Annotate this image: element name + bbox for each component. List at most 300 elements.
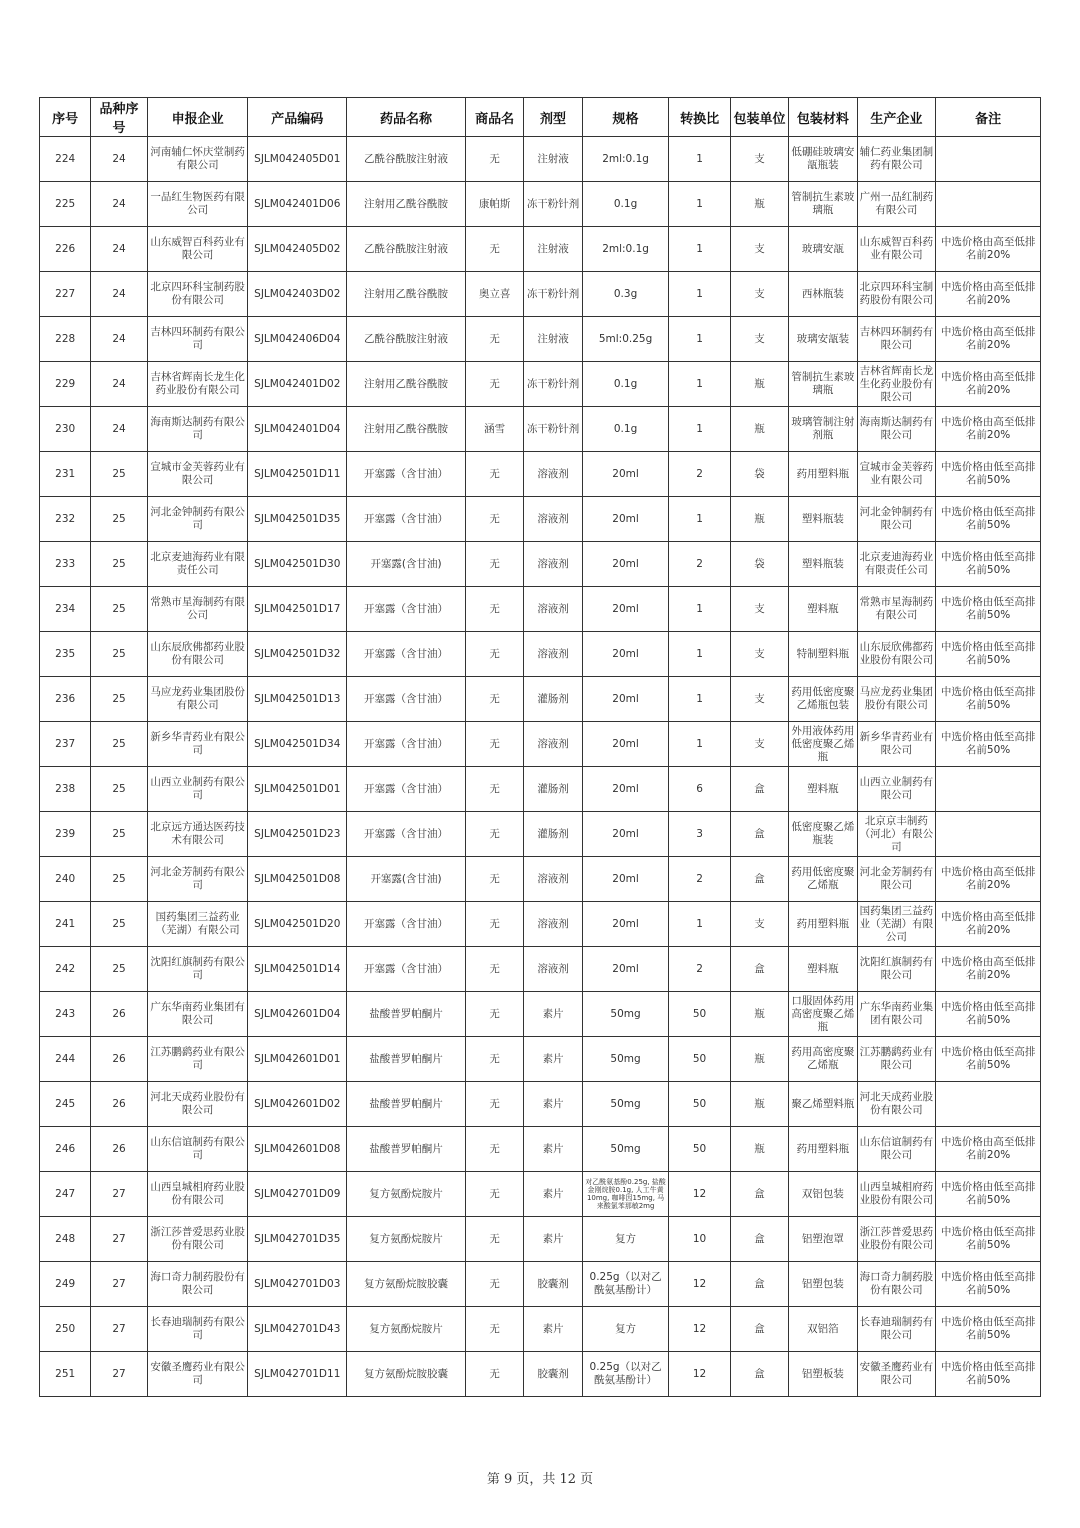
drug-name-cell: 开塞露（含甘油）	[347, 812, 466, 857]
spec-cell: 20ml	[582, 857, 669, 902]
table-row	[40, 1082, 1041, 1127]
table-row	[40, 767, 1041, 812]
remarks-cell: 中选价格由低至高排名前50%	[936, 1037, 1041, 1082]
drug-name-cell: 盐酸普罗帕酮片	[347, 992, 466, 1037]
spec-cell: 复方	[582, 1307, 669, 1352]
trade-name-cell: 无	[465, 632, 523, 677]
spec-cell: 50mg	[582, 992, 669, 1037]
pack-unit-cell: 瓶	[730, 182, 788, 227]
conversion-cell: 12	[669, 1307, 730, 1352]
spec-cell: 20ml	[582, 452, 669, 497]
manufacturer-cell: 北京四环科宝制药股份有限公司	[857, 272, 936, 317]
applicant-cell: 山东信谊制药有限公司	[147, 1127, 248, 1172]
dosage-form-cell: 溶液剂	[524, 857, 582, 902]
remarks-cell	[936, 767, 1041, 812]
pack-unit-cell: 袋	[730, 542, 788, 587]
pack-unit-cell: 支	[730, 317, 788, 362]
table-row	[40, 632, 1041, 677]
product-code-cell: SJLM042501D11	[248, 452, 347, 497]
pack-unit-cell: 支	[730, 677, 788, 722]
remarks-cell: 中选价格由低至高排名前50%	[936, 722, 1041, 767]
product-code-cell: SJLM042405D01	[248, 137, 347, 182]
applicant-cell: 山西皇城相府药业股份有限公司	[147, 1172, 248, 1217]
product-code-cell: SJLM042501D35	[248, 497, 347, 542]
variety-seq-cell: 24	[91, 317, 147, 362]
pack-unit-header: 包装单位	[730, 98, 788, 137]
drug-name-cell: 开塞露(含甘油)	[347, 857, 466, 902]
product-code-cell: SJLM042701D11	[248, 1352, 347, 1397]
pack-unit-cell: 袋	[730, 452, 788, 497]
spec-cell: 20ml	[582, 722, 669, 767]
trade-name-cell: 无	[465, 767, 523, 812]
applicant-cell: 河南辅仁怀庆堂制药有限公司	[147, 137, 248, 182]
spec-cell: 5ml:0.25g	[582, 317, 669, 362]
pack-material-cell: 西林瓶装	[789, 272, 857, 317]
trade-name-cell: 无	[465, 722, 523, 767]
page-number: 第 9 页，共 12 页	[486, 1472, 594, 1487]
product-code-cell: SJLM042701D35	[248, 1217, 347, 1262]
seq-cell: 237	[40, 722, 91, 767]
product-code-cell: SJLM042501D08	[248, 857, 347, 902]
conversion-cell: 1	[669, 182, 730, 227]
conversion-cell: 1	[669, 497, 730, 542]
product-code-cell: SJLM042501D34	[248, 722, 347, 767]
applicant-cell: 浙江莎普爱思药业股份有限公司	[147, 1217, 248, 1262]
pack-material-cell: 铝塑板装	[789, 1352, 857, 1397]
variety-seq-cell: 25	[91, 722, 147, 767]
applicant-cell: 宣城市金芙蓉药业有限公司	[147, 452, 248, 497]
applicant-cell: 国药集团三益药业（芜湖）有限公司	[147, 902, 248, 947]
product-code-cell: SJLM042601D08	[248, 1127, 347, 1172]
dosage-form-cell: 胶囊剂	[524, 1262, 582, 1307]
trade-name-cell: 无	[465, 992, 523, 1037]
trade-name-cell: 无	[465, 542, 523, 587]
product-code-cell: SJLM042701D09	[248, 1172, 347, 1217]
table-row	[40, 272, 1041, 317]
dosage-form-cell: 灌肠剂	[524, 812, 582, 857]
remarks-cell: 中选价格由低至高排名前50%	[936, 1172, 1041, 1217]
applicant-cell: 一品红生物医药有限公司	[147, 182, 248, 227]
seq-cell: 240	[40, 857, 91, 902]
spec-cell: 20ml	[582, 812, 669, 857]
applicant-cell: 山西立业制药有限公司	[147, 767, 248, 812]
table-row	[40, 407, 1041, 452]
pack-material-cell: 特制塑料瓶	[789, 632, 857, 677]
drug-name-cell: 注射用乙酰谷酰胺	[347, 182, 466, 227]
table-row	[40, 1217, 1041, 1262]
pack-material-cell: 玻璃管制注射剂瓶	[789, 407, 857, 452]
remarks-cell: 中选价格由高至低排名前20%	[936, 902, 1041, 947]
variety-seq-cell: 25	[91, 452, 147, 497]
variety-seq-cell: 27	[91, 1352, 147, 1397]
variety-seq-cell: 24	[91, 182, 147, 227]
table-row	[40, 1307, 1041, 1352]
dosage-form-cell: 素片	[524, 992, 582, 1037]
product-code-cell: SJLM042401D06	[248, 182, 347, 227]
table-row	[40, 1352, 1041, 1397]
remarks-cell: 中选价格由高至低排名前20%	[936, 272, 1041, 317]
manufacturer-cell: 马应龙药业集团股份有限公司	[857, 677, 936, 722]
applicant-cell: 吉林省辉南长龙生化药业股份有限公司	[147, 362, 248, 407]
product-code-cell: SJLM042501D32	[248, 632, 347, 677]
product-code-cell: SJLM042501D23	[248, 812, 347, 857]
applicant-cell: 河北金钟制药有限公司	[147, 497, 248, 542]
spec-cell: 0.25g（以对乙酰氨基酚计）	[582, 1352, 669, 1397]
product-code-cell: SJLM042406D04	[248, 317, 347, 362]
trade-name-cell: 无	[465, 857, 523, 902]
pack-material-cell: 外用液体药用低密度聚乙烯瓶	[789, 722, 857, 767]
trade-name-cell: 无	[465, 1307, 523, 1352]
table-row	[40, 542, 1041, 587]
dosage-form-cell: 注射液	[524, 317, 582, 362]
trade-name-cell: 无	[465, 317, 523, 362]
variety-seq-cell: 24	[91, 227, 147, 272]
conversion-cell: 1	[669, 722, 730, 767]
manufacturer-cell: 山东威智百科药业有限公司	[857, 227, 936, 272]
trade-name-cell: 无	[465, 587, 523, 632]
pack-material-cell: 药用塑料瓶	[789, 1127, 857, 1172]
manufacturer-cell: 长春迪瑞制药有限公司	[857, 1307, 936, 1352]
pack-material-cell: 塑料瓶	[789, 767, 857, 812]
remarks-cell	[936, 812, 1041, 857]
drug-name-cell: 开塞露（含甘油）	[347, 632, 466, 677]
conversion-cell: 50	[669, 1082, 730, 1127]
dosage-form-cell: 溶液剂	[524, 722, 582, 767]
manufacturer-cell: 吉林省辉南长龙生化药业股份有限公司	[857, 362, 936, 407]
applicant-cell: 海南斯达制药有限公司	[147, 407, 248, 452]
pack-material-cell: 聚乙烯塑料瓶	[789, 1082, 857, 1127]
trade-name-cell: 奥立喜	[465, 272, 523, 317]
pack-material-cell: 管制抗生素玻璃瓶	[789, 182, 857, 227]
conversion-cell: 1	[669, 317, 730, 362]
seq-cell: 239	[40, 812, 91, 857]
drug-name-header: 药品名称	[347, 98, 466, 137]
pack-unit-cell: 盒	[730, 1307, 788, 1352]
table-row	[40, 137, 1041, 182]
dosage-form-cell: 冻干粉针剂	[524, 182, 582, 227]
dosage-form-cell: 冻干粉针剂	[524, 407, 582, 452]
table-row	[40, 317, 1041, 362]
dosage-form-cell: 冻干粉针剂	[524, 272, 582, 317]
remarks-cell: 中选价格由低至高排名前50%	[936, 1262, 1041, 1307]
trade-name-cell: 无	[465, 227, 523, 272]
dosage-form-cell: 溶液剂	[524, 542, 582, 587]
seq-header: 序号	[40, 98, 91, 137]
seq-cell: 230	[40, 407, 91, 452]
remarks-cell: 中选价格由高至低排名前20%	[936, 407, 1041, 452]
variety-seq-cell: 26	[91, 1037, 147, 1082]
applicant-cell: 长春迪瑞制药有限公司	[147, 1307, 248, 1352]
applicant-cell: 马应龙药业集团股份有限公司	[147, 677, 248, 722]
pack-unit-cell: 瓶	[730, 992, 788, 1037]
drug-name-cell: 乙酰谷酰胺注射液	[347, 227, 466, 272]
applicant-cell: 吉林四环制药有限公司	[147, 317, 248, 362]
applicant-cell: 沈阳红旗制药有限公司	[147, 947, 248, 992]
remarks-cell: 中选价格由低至高排名前50%	[936, 497, 1041, 542]
dosage-form-cell: 胶囊剂	[524, 1352, 582, 1397]
dosage-form-cell: 注射液	[524, 137, 582, 182]
table-row	[40, 677, 1041, 722]
spec-cell: 复方	[582, 1217, 669, 1262]
pack-material-cell: 塑料瓶	[789, 947, 857, 992]
drug-name-cell: 盐酸普罗帕酮片	[347, 1127, 466, 1172]
spec-cell: 0.1g	[582, 182, 669, 227]
seq-cell: 227	[40, 272, 91, 317]
conversion-cell: 3	[669, 812, 730, 857]
spec-cell: 20ml	[582, 947, 669, 992]
product-code-cell: SJLM042403D02	[248, 272, 347, 317]
seq-cell: 224	[40, 137, 91, 182]
conversion-cell: 1	[669, 677, 730, 722]
product-code-cell: SJLM042601D01	[248, 1037, 347, 1082]
manufacturer-cell: 新乡华青药业有限公司	[857, 722, 936, 767]
drug-name-cell: 开塞露（含甘油）	[347, 677, 466, 722]
dosage-form-cell: 冻干粉针剂	[524, 362, 582, 407]
spec-cell: 0.3g	[582, 272, 669, 317]
dosage-form-cell: 素片	[524, 1307, 582, 1352]
trade-name-cell: 无	[465, 1037, 523, 1082]
manufacturer-cell: 常熟市星海制药有限公司	[857, 587, 936, 632]
variety-seq-cell: 25	[91, 587, 147, 632]
trade-name-cell: 无	[465, 902, 523, 947]
spec-cell: 20ml	[582, 587, 669, 632]
trade-name-cell: 无	[465, 1262, 523, 1307]
variety-seq-cell: 25	[91, 767, 147, 812]
table-row	[40, 857, 1041, 902]
variety-seq-cell: 27	[91, 1172, 147, 1217]
conversion-cell: 2	[669, 542, 730, 587]
dosage-form-cell: 溶液剂	[524, 497, 582, 542]
dosage-form-cell: 溶液剂	[524, 587, 582, 632]
spec-cell: 20ml	[582, 497, 669, 542]
spec-cell: 0.1g	[582, 362, 669, 407]
pack-material-cell: 塑料瓶装	[789, 497, 857, 542]
pack-material-cell: 药用低密度聚乙烯瓶包装	[789, 677, 857, 722]
variety-seq-cell: 27	[91, 1262, 147, 1307]
dosage-form-cell: 注射液	[524, 227, 582, 272]
pack-unit-cell: 盒	[730, 947, 788, 992]
dosage-form-cell: 素片	[524, 1037, 582, 1082]
manufacturer-cell: 沈阳红旗制药有限公司	[857, 947, 936, 992]
seq-cell: 226	[40, 227, 91, 272]
seq-cell: 225	[40, 182, 91, 227]
pack-unit-cell: 盒	[730, 857, 788, 902]
manufacturer-cell: 河北金芳制药有限公司	[857, 857, 936, 902]
dosage-form-header: 剂型	[524, 98, 582, 137]
pack-material-cell: 药用塑料瓶	[789, 902, 857, 947]
drug-name-cell: 注射用乙酰谷酰胺	[347, 407, 466, 452]
pack-material-cell: 药用塑料瓶	[789, 452, 857, 497]
manufacturer-cell: 浙江莎普爱思药业股份有限公司	[857, 1217, 936, 1262]
drug-name-cell: 开塞露(含甘油)	[347, 542, 466, 587]
product-code-cell: SJLM042601D04	[248, 992, 347, 1037]
conversion-cell: 2	[669, 947, 730, 992]
conversion-cell: 50	[669, 1037, 730, 1082]
dosage-form-cell: 溶液剂	[524, 632, 582, 677]
spec-cell: 50mg	[582, 1037, 669, 1082]
remarks-cell	[936, 1082, 1041, 1127]
applicant-cell: 江苏鹏鹞药业有限公司	[147, 1037, 248, 1082]
variety-seq-cell: 24	[91, 137, 147, 182]
table-row	[40, 1172, 1041, 1217]
product-code-cell: SJLM042501D20	[248, 902, 347, 947]
spec-cell: 2ml:0.1g	[582, 227, 669, 272]
manufacturer-cell: 国药集团三益药业（芜湖）有限公司	[857, 902, 936, 947]
variety-seq-header: 品种序号	[91, 98, 147, 137]
pack-unit-cell: 盒	[730, 812, 788, 857]
seq-cell: 243	[40, 992, 91, 1037]
pack-unit-cell: 盒	[730, 1217, 788, 1262]
trade-name-cell: 无	[465, 947, 523, 992]
product-code-cell: SJLM042701D03	[248, 1262, 347, 1307]
pack-unit-cell: 瓶	[730, 497, 788, 542]
drug-name-cell: 复方氨酚烷胺片	[347, 1217, 466, 1262]
seq-cell: 244	[40, 1037, 91, 1082]
product-code-cell: SJLM042405D02	[248, 227, 347, 272]
drug-name-cell: 开塞露（含甘油）	[347, 587, 466, 632]
table-row	[40, 362, 1041, 407]
table-row	[40, 722, 1041, 767]
seq-cell: 241	[40, 902, 91, 947]
product-code-cell: SJLM042501D14	[248, 947, 347, 992]
product-code-cell: SJLM042501D13	[248, 677, 347, 722]
manufacturer-cell: 山东辰欣佛都药业股份有限公司	[857, 632, 936, 677]
remarks-cell: 中选价格由高至低排名前20%	[936, 857, 1041, 902]
remarks-cell: 中选价格由低至高排名前50%	[936, 1352, 1041, 1397]
manufacturer-cell: 山西立业制药有限公司	[857, 767, 936, 812]
remarks-cell: 中选价格由低至高排名前50%	[936, 1217, 1041, 1262]
spec-cell: 20ml	[582, 902, 669, 947]
applicant-cell: 北京远方通达医药技术有限公司	[147, 812, 248, 857]
table-row	[40, 1262, 1041, 1307]
pack-unit-cell: 盒	[730, 767, 788, 812]
seq-cell: 247	[40, 1172, 91, 1217]
variety-seq-cell: 25	[91, 677, 147, 722]
variety-seq-cell: 24	[91, 407, 147, 452]
variety-seq-cell: 25	[91, 812, 147, 857]
pack-unit-cell: 支	[730, 587, 788, 632]
conversion-cell: 1	[669, 902, 730, 947]
spec-cell: 20ml	[582, 632, 669, 677]
product-code-cell: SJLM042601D02	[248, 1082, 347, 1127]
applicant-cell: 广东华南药业集团有限公司	[147, 992, 248, 1037]
pack-material-cell: 低硼硅玻璃安瓿瓶装	[789, 137, 857, 182]
remarks-cell: 中选价格由高至低排名前20%	[936, 317, 1041, 362]
seq-cell: 245	[40, 1082, 91, 1127]
remarks-cell: 中选价格由低至高排名前50%	[936, 677, 1041, 722]
pack-unit-cell: 支	[730, 902, 788, 947]
trade-name-cell: 无	[465, 1127, 523, 1172]
variety-seq-cell: 25	[91, 857, 147, 902]
applicant-cell: 安徽圣鹰药业有限公司	[147, 1352, 248, 1397]
conversion-cell: 1	[669, 227, 730, 272]
conversion-cell: 50	[669, 1127, 730, 1172]
pack-unit-cell: 瓶	[730, 407, 788, 452]
trade-name-cell: 无	[465, 497, 523, 542]
pack-material-cell: 药用低密度聚乙烯瓶	[789, 857, 857, 902]
table-row	[40, 812, 1041, 857]
seq-cell: 251	[40, 1352, 91, 1397]
pack-material-cell: 塑料瓶	[789, 587, 857, 632]
spec-cell: 20ml	[582, 542, 669, 587]
drug-list-table	[39, 97, 1041, 1397]
remarks-cell	[936, 182, 1041, 227]
trade-name-cell: 无	[465, 452, 523, 497]
drug-name-cell: 开塞露（含甘油）	[347, 452, 466, 497]
pack-unit-cell: 盒	[730, 1352, 788, 1397]
conversion-cell: 12	[669, 1172, 730, 1217]
remarks-header: 备注	[936, 98, 1041, 137]
spec-cell: 2ml:0.1g	[582, 137, 669, 182]
spec-cell: 20ml	[582, 767, 669, 812]
trade-name-cell: 无	[465, 812, 523, 857]
manufacturer-cell: 江苏鹏鹞药业有限公司	[857, 1037, 936, 1082]
variety-seq-cell: 26	[91, 1082, 147, 1127]
variety-seq-cell: 25	[91, 947, 147, 992]
manufacturer-cell: 海口奇力制药股份有限公司	[857, 1262, 936, 1307]
remarks-cell	[936, 137, 1041, 182]
drug-name-cell: 开塞露（含甘油）	[347, 722, 466, 767]
manufacturer-cell: 山西皇城相府药业股份有限公司	[857, 1172, 936, 1217]
conversion-cell: 50	[669, 992, 730, 1037]
pack-material-cell: 双铝包装	[789, 1172, 857, 1217]
trade-name-cell: 无	[465, 362, 523, 407]
product-code-cell: SJLM042701D43	[248, 1307, 347, 1352]
manufacturer-cell: 北京麦迪海药业有限责任公司	[857, 542, 936, 587]
variety-seq-cell: 27	[91, 1307, 147, 1352]
remarks-cell: 中选价格由低至高排名前50%	[936, 542, 1041, 587]
seq-cell: 234	[40, 587, 91, 632]
applicant-header: 申报企业	[147, 98, 248, 137]
drug-name-cell: 注射用乙酰谷酰胺	[347, 362, 466, 407]
product-code-cell: SJLM042501D30	[248, 542, 347, 587]
pack-material-header: 包装材料	[789, 98, 857, 137]
remarks-cell: 中选价格由高至低排名前20%	[936, 362, 1041, 407]
variety-seq-cell: 25	[91, 902, 147, 947]
remarks-cell: 中选价格由低至高排名前50%	[936, 992, 1041, 1037]
remarks-cell: 中选价格由低至高排名前50%	[936, 1307, 1041, 1352]
conversion-cell: 12	[669, 1262, 730, 1307]
pack-unit-cell: 瓶	[730, 1127, 788, 1172]
applicant-cell: 常熟市星海制药有限公司	[147, 587, 248, 632]
conversion-cell: 6	[669, 767, 730, 812]
table-body	[40, 137, 1041, 1397]
conversion-cell: 1	[669, 632, 730, 677]
pack-material-cell: 铝塑包装	[789, 1262, 857, 1307]
conversion-cell: 1	[669, 272, 730, 317]
product-code-cell: SJLM042501D17	[248, 587, 347, 632]
spec-cell: 50mg	[582, 1127, 669, 1172]
trade-name-cell: 无	[465, 137, 523, 182]
product-code-cell: SJLM042401D04	[248, 407, 347, 452]
table-row	[40, 992, 1041, 1037]
applicant-cell: 新乡华青药业有限公司	[147, 722, 248, 767]
applicant-cell: 北京四环科宝制药股份有限公司	[147, 272, 248, 317]
trade-name-cell: 无	[465, 1172, 523, 1217]
conversion-cell: 1	[669, 407, 730, 452]
pack-unit-cell: 支	[730, 632, 788, 677]
spec-cell: 50mg	[582, 1082, 669, 1127]
manufacturer-cell: 山东信谊制药有限公司	[857, 1127, 936, 1172]
conversion-cell: 2	[669, 857, 730, 902]
table-header-row	[40, 98, 1041, 137]
manufacturer-cell: 宣城市金芙蓉药业有限公司	[857, 452, 936, 497]
remarks-cell: 中选价格由高至低排名前20%	[936, 227, 1041, 272]
conversion-cell: 1	[669, 362, 730, 407]
drug-name-cell: 复方氨酚烷胺胶囊	[347, 1262, 466, 1307]
seq-cell: 228	[40, 317, 91, 362]
seq-cell: 238	[40, 767, 91, 812]
